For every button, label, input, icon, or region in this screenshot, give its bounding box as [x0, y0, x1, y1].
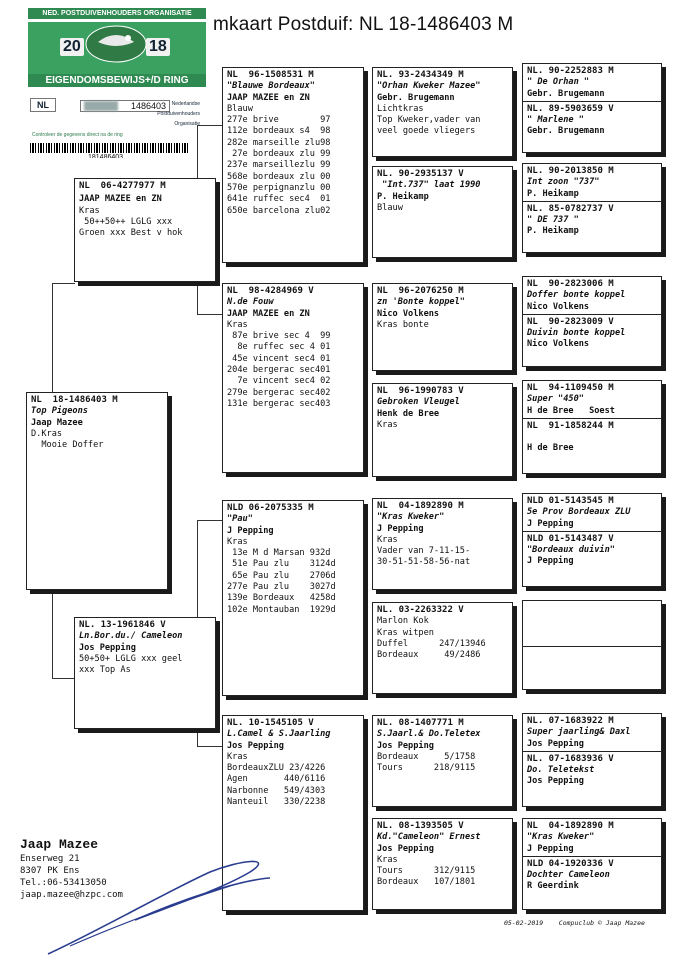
pigeon-owner: J Pepping: [377, 523, 424, 534]
pigeon-owner: JAAP MAZEE en ZN: [79, 194, 162, 205]
ring-number: NL 04-1892890 M: [527, 821, 614, 831]
detail-line: 204e bergerac sec401: [227, 365, 331, 376]
detail-line: Nanteuil 330/2238: [227, 797, 326, 808]
pigeon-owner: Jos Pepping: [527, 776, 584, 787]
legend-2: Postduivenhouders: [157, 111, 200, 117]
pigeon-name: "Kras Kweker": [377, 512, 445, 523]
detail-line: 570e perpignanzlu 00: [227, 182, 331, 193]
pigeon-name: Kd."Cameleon" Ernest: [377, 832, 481, 843]
pigeon-name: Ln.Bor.du./ Cameleon: [79, 631, 183, 642]
ring-number: NL 04-1892890 M: [377, 501, 464, 511]
pigeon-name: 5e Prov Bordeaux ZLU: [527, 507, 631, 518]
pedigree-box-pair: [522, 493, 662, 587]
barcode-number: 181486403: [88, 154, 124, 158]
pigeon-name: Gebroken Vleugel: [377, 397, 460, 408]
redacted-area: [84, 101, 118, 111]
ring-number: NL. 08-1393505 V: [377, 821, 464, 831]
owner-phone: Tel.:06-53413050: [20, 878, 107, 888]
detail-line: Kras witpen: [377, 627, 434, 638]
ring-certificate: [28, 8, 206, 158]
detail-line: BordeauxZLU 23/4226: [227, 763, 326, 774]
pigeon-name: S.Jaarl.& Do.Teletex: [377, 729, 481, 740]
detail-line: Blauw: [227, 103, 253, 114]
signature-icon: [40, 850, 280, 960]
detail-line: Kras: [377, 854, 398, 865]
pedigree-box-ss: [222, 67, 364, 263]
detail-line: 641e ruffec sec4 01: [227, 194, 331, 205]
divider: [523, 101, 661, 102]
detail-line: Bordeaux 49/2486: [377, 650, 481, 661]
ring-number: NL 18-1486403 M: [31, 395, 118, 405]
divider: [523, 531, 661, 532]
detail-line: Kras: [227, 536, 248, 547]
detail-line: Kras: [79, 205, 100, 216]
detail-line: 282e marseille zlu98: [227, 137, 331, 148]
pedigree-box-pair: [522, 63, 662, 153]
ring-number: NL. 90-2013850 M: [527, 166, 614, 176]
pedigree-box-ssd: [372, 166, 513, 258]
detail-line: Duffel 247/13946: [377, 638, 486, 649]
year-left: 20: [60, 38, 84, 56]
divider: [523, 751, 661, 752]
detail-line: Kras bonte: [377, 319, 429, 330]
pigeon-owner: Nico Volkens: [527, 339, 590, 350]
detail-line: 139e Bordeaux 4258d: [227, 593, 336, 604]
divider: [523, 418, 661, 419]
detail-line: 112e bordeaux s4 98: [227, 126, 331, 137]
detail-line: 27e bordeaux zlu 99: [227, 149, 331, 160]
ring-number: NL. 08-1407771 M: [377, 718, 464, 728]
ring-number: NL. 07-1683922 M: [527, 716, 614, 726]
detail-line: 50+50+ LGLG xxx geel: [79, 653, 183, 664]
pigeon-owner: Jos Pepping: [377, 843, 434, 854]
pigeon-owner: H de Bree: [527, 443, 574, 454]
pedigree-box-main: [26, 392, 168, 590]
ring-number: NL. 07-1683936 V: [527, 753, 614, 764]
ring-number: NLD 01-5143487 V: [527, 533, 614, 544]
pigeon-name: L.Camel & S.Jaarling: [227, 729, 331, 740]
legend-3: Organisatie: [174, 121, 200, 127]
pigeon-owner: Jos Pepping: [227, 740, 284, 751]
ring-number: NLD 04-1920336 V: [527, 858, 614, 869]
pigeon-name: Doffer bonte koppel: [527, 290, 626, 301]
pigeon-owner: Nico Volkens: [377, 308, 440, 319]
owner-street: Enserweg 21: [20, 854, 80, 864]
pigeon-owner: P. Heikamp: [377, 191, 429, 202]
pigeon-owner: Jos Pepping: [377, 740, 434, 751]
detail-line: 102e Montauban 1929d: [227, 604, 336, 615]
pigeon-name: Top Pigeons: [31, 406, 88, 417]
detail-line: 650e barcelona zlu02: [227, 205, 331, 216]
detail-line: 7e vincent sec4 02: [227, 376, 331, 387]
ring-number: NL. 10-1545105 V: [227, 718, 314, 728]
pigeon-owner: Jos Pepping: [79, 642, 136, 653]
pedigree-box-sds: [372, 283, 513, 371]
pedigree-box-sire: [74, 178, 216, 282]
owner-name: Jaap Mazee: [20, 837, 99, 852]
footer: [504, 919, 645, 927]
ring-number: NL 06-4277977 M: [79, 181, 166, 191]
detail-line: Kras: [227, 751, 248, 762]
pigeon-name: Super jaarling& Daxl: [527, 727, 631, 738]
footer-credit: Compuclub © Jaap Mazee: [558, 919, 645, 927]
detail-line: 87e brive sec 4 99: [227, 331, 331, 342]
detail-line: D.Kras: [31, 428, 63, 439]
barcode: [30, 143, 190, 153]
detail-line: Blauw: [377, 202, 403, 213]
pedigree-box-pair: [522, 818, 662, 910]
detail-line: Kras: [227, 319, 248, 330]
pedigree-box-sss: [372, 67, 513, 157]
pigeon-owner: R Geerdink: [527, 881, 579, 892]
detail-line: Marlon Kok: [377, 616, 429, 627]
pedigree-box-pair: [522, 163, 662, 253]
detail-line: Lichtkras: [377, 103, 424, 114]
detail-line: 13e M d Marsan 932d: [227, 548, 331, 559]
pedigree-box-sdd: [372, 383, 513, 477]
pigeon-owner: P. Heikamp: [527, 226, 579, 237]
ring-number: NL. 85-0782737 V: [527, 203, 614, 214]
pigeon-owner: H de Bree Soest: [527, 405, 615, 416]
pigeon-name: " De Orhan ": [527, 77, 590, 88]
pigeon-name: "Orhan Kweker Mazee": [377, 81, 481, 92]
owner-city: 8307 PK Ens: [20, 866, 80, 876]
year-right: 18: [146, 38, 170, 56]
pedigree-box-dds: [372, 715, 513, 807]
pedigree-box-pair: [522, 713, 662, 807]
pigeon-name: Do. Teletekst: [527, 765, 595, 776]
detail-line: 8e ruffec sec 4 01: [227, 342, 331, 353]
detail-line: 237e marseillezlu 99: [227, 160, 331, 171]
connector-line: [52, 283, 75, 394]
pigeon-logo-icon: [28, 22, 206, 74]
detail-line: 131e bergerac sec403: [227, 398, 331, 409]
ring-number: NL 96-1508531 M: [227, 70, 314, 80]
detail-line: Tours 218/9115: [377, 763, 476, 774]
pigeon-name: " DE 737 ": [527, 215, 579, 226]
pigeon-name: " Marlene ": [527, 115, 584, 126]
pigeon-owner: Gebr. Brugemann: [527, 88, 605, 99]
detail-line: 277e Pau zlu 3027d: [227, 582, 336, 593]
detail-line: 65e Pau zlu 2706d: [227, 570, 336, 581]
pigeon-name: zn 'Bonte koppel": [377, 297, 465, 308]
pigeon-name: Duivin bonte koppel: [527, 328, 626, 339]
detail-line: Agen 440/6116: [227, 774, 326, 785]
divider: [523, 856, 661, 857]
certificate-number: 1486403: [80, 100, 170, 112]
footer-date: 05-02-2019: [504, 919, 544, 927]
owner-email: jaap.mazee@hzpc.com: [20, 890, 123, 900]
detail-line: Bordeaux 5/1758: [377, 751, 476, 762]
certificate-label: EIGENDOMSBEWIJS+/D RING: [28, 74, 206, 87]
ring-number: NL 98-4284969 V: [227, 286, 314, 296]
ring-number: NL. 90-2935137 V: [377, 169, 464, 179]
divider: [523, 314, 661, 315]
ring-number: NL 94-1109450 M: [527, 383, 614, 393]
small-print: Controleer de gegevens direct na de ring: [32, 132, 123, 138]
pigeon-owner: J Pepping: [527, 843, 574, 854]
detail-line: 51e Pau zlu 3124d: [227, 559, 336, 570]
country-code: NL: [30, 98, 56, 112]
ring-number: NLD 01-5143545 M: [527, 496, 614, 506]
ring-number: NL. 03-2263322 V: [377, 605, 464, 615]
pedigree-box-ds: [222, 500, 364, 696]
pedigree-box-dss: [372, 498, 513, 590]
page-title: mkaart Postduif: NL 18-1486403 M: [213, 14, 514, 35]
divider: [523, 201, 661, 202]
ring-number: NL 90-2823006 M: [527, 279, 614, 289]
pigeon-name: "Pau": [227, 514, 253, 525]
detail-line: veel goede vliegers: [377, 126, 476, 137]
detail-line: Bordeaux 107/1801: [377, 877, 476, 888]
divider: [523, 646, 661, 647]
pedigree-box-ddd: [372, 818, 513, 910]
detail-line: 30-51-51-58-56-nat: [377, 557, 471, 568]
ring-number: NL. 13-1961846 V: [79, 620, 166, 630]
org-name: NED. POSTDUIVENHOUDERS ORGANISATIE: [28, 8, 206, 19]
ring-number: NL. 89-5903659 V: [527, 103, 614, 114]
pigeon-owner: Henk de Bree: [377, 408, 440, 419]
detail-line: Kras: [377, 419, 398, 430]
pigeon-owner: Jaap Mazee: [31, 417, 83, 428]
ring-number: NL 91-1858244 M: [527, 420, 614, 431]
pigeon-name: Int zoon "737": [527, 177, 600, 188]
detail-line: 277e brive 97: [227, 115, 331, 126]
pigeon-owner: Gebr. Brugemann: [527, 126, 605, 137]
pigeon-owner: Nico Volkens: [527, 301, 590, 312]
pigeon-owner: J Pepping: [227, 525, 274, 536]
pedigree-box-dsd: [372, 602, 513, 694]
ring-number: NL 96-2076250 M: [377, 286, 464, 296]
ring-number: NL. 90-2252883 M: [527, 66, 614, 76]
ring-number: NL. 93-2434349 M: [377, 70, 464, 80]
detail-line: 279e bergerac sec402: [227, 387, 331, 398]
detail-line: Groen xxx Best v hok: [79, 228, 183, 239]
detail-line: 45e vincent sec4 01: [227, 353, 331, 364]
ring-number: NL 96-1990783 V: [377, 386, 464, 396]
pigeon-name: Dochter Cameleon: [527, 870, 610, 881]
pigeon-owner: P. Heikamp: [527, 188, 579, 199]
pedigree-box-pair: [522, 276, 662, 367]
detail-line: Top Kweker,vader van: [377, 115, 481, 126]
detail-line: Kras: [377, 534, 398, 545]
pigeon-name: Super "450": [527, 394, 584, 405]
pigeon-owner: Gebr. Brugemann: [377, 92, 455, 103]
detail-line: 568e bordeaux zlu 00: [227, 171, 331, 182]
pedigree-box-dam: [74, 617, 216, 729]
detail-line: 50++50++ LGLG xxx: [79, 216, 173, 227]
detail-line: Tours 312/9115: [377, 866, 476, 877]
detail-line: xxx Top As: [79, 665, 131, 676]
detail-line: Mooie Doffer: [31, 440, 104, 451]
pigeon-owner: J Pepping: [527, 518, 574, 529]
pedigree-box-empty: [522, 600, 662, 690]
pigeon-name: "Int.737" laat 1990: [377, 180, 481, 191]
detail-line: Vader van 7-11-15-: [377, 546, 471, 557]
certificate-logo-area: [28, 22, 206, 74]
pedigree-box-pair: [522, 380, 662, 474]
pigeon-owner: J Pepping: [527, 556, 574, 567]
detail-line: Narbonne 549/4303: [227, 785, 326, 796]
legend-1: Nederlandse: [171, 101, 200, 107]
connector-line: [52, 590, 75, 679]
ring-number: NL 90-2823009 V: [527, 316, 614, 327]
pigeon-owner: JAAP MAZEE en ZN: [227, 92, 310, 103]
detail-line: [527, 432, 657, 443]
pigeon-owner: Jos Pepping: [527, 738, 584, 749]
pedigree-box-sd: [222, 283, 364, 473]
pigeon-owner: JAAP MAZEE en ZN: [227, 308, 310, 319]
ring-number: NLD 06-2075335 M: [227, 503, 314, 513]
pigeon-name: "Bordeaux duivin": [527, 545, 615, 556]
pigeon-name: N.de Fouw: [227, 297, 274, 308]
pigeon-name: "Blauwe Bordeaux": [227, 81, 315, 92]
pigeon-name: "Kras Kweker": [527, 832, 595, 843]
